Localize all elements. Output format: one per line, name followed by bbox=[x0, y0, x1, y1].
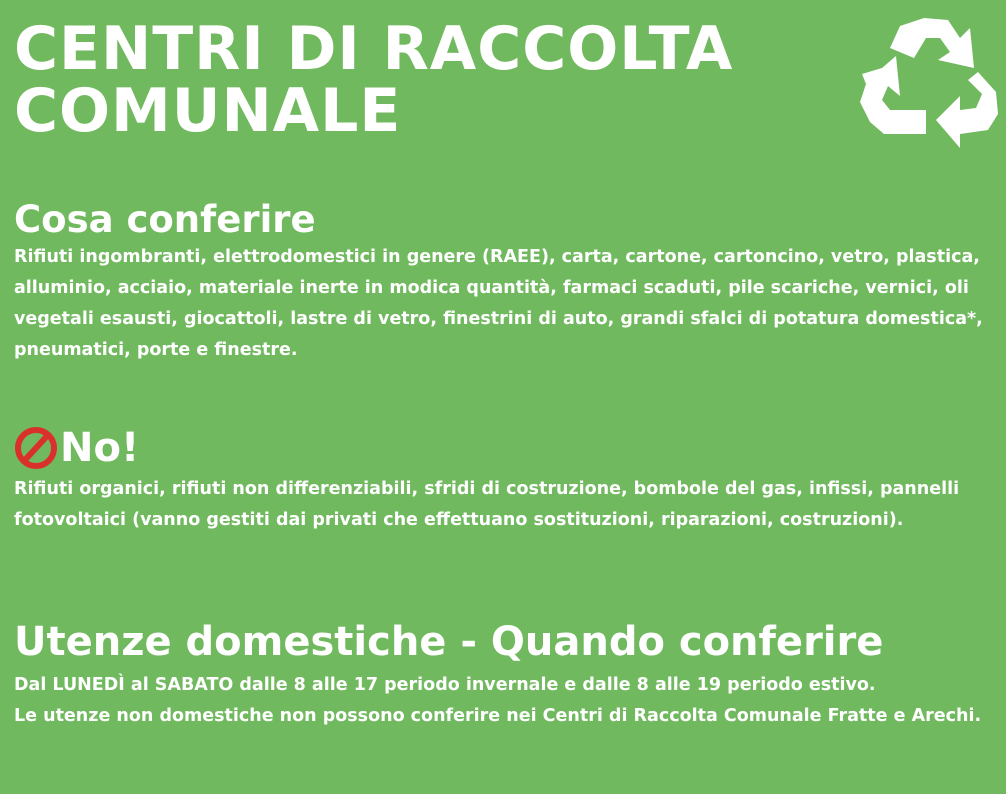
page-title-line-1: CENTRI DI RACCOLTA bbox=[14, 14, 734, 84]
section-text-no: Rifiuti organici, rifiuti non differenziabili, sfridi di costruzione, bombole del gas, infissi, pannelli fotovoltaici (vanno gestiti dai privati che effettuano sostituzioni, riparazioni, costruzioni). bbox=[14, 479, 960, 530]
section-no bbox=[14, 422, 994, 536]
section-cosa-conferire bbox=[14, 198, 994, 366]
section-text-utenze-non-domestiche: Le utenze non domestiche non possono conferire nei Centri di Raccolta Comunale Fratte e Arechi. bbox=[14, 706, 982, 726]
section-utenze-domestiche bbox=[14, 614, 994, 732]
section-heading-no bbox=[14, 422, 994, 474]
section-heading-no-label: No! bbox=[60, 425, 140, 471]
section-text-cosa-conferire: Rifiuti ingombranti, elettrodomestici in genere (RAEE), carta, cartone, cartoncino, vetro, plastica, alluminio, acciaio, materiale inerte in modica quantità, farmaci scaduti, pile scariche, vernici, oli vegetali esausti, giocattoli, lastre di vetro, finestrini di auto, grandi sfalci di potatura domestica*, pneumatici, porte e finestre. bbox=[14, 247, 983, 360]
page-title-line-2: COMUNALE bbox=[14, 76, 402, 146]
section-heading-cosa-conferire: Cosa conferire bbox=[14, 198, 316, 241]
section-heading-utenze: Utenze domestiche - Quando conferire bbox=[14, 619, 884, 665]
recycle-icon bbox=[856, 8, 1006, 154]
section-text-utenze-orari: Dal LUNEDÌ al SABATO dalle 8 alle 17 periodo invernale e dalle 8 alle 19 periodo estivo. bbox=[14, 675, 876, 695]
prohibited-icon bbox=[14, 426, 58, 470]
page-title bbox=[14, 14, 834, 146]
